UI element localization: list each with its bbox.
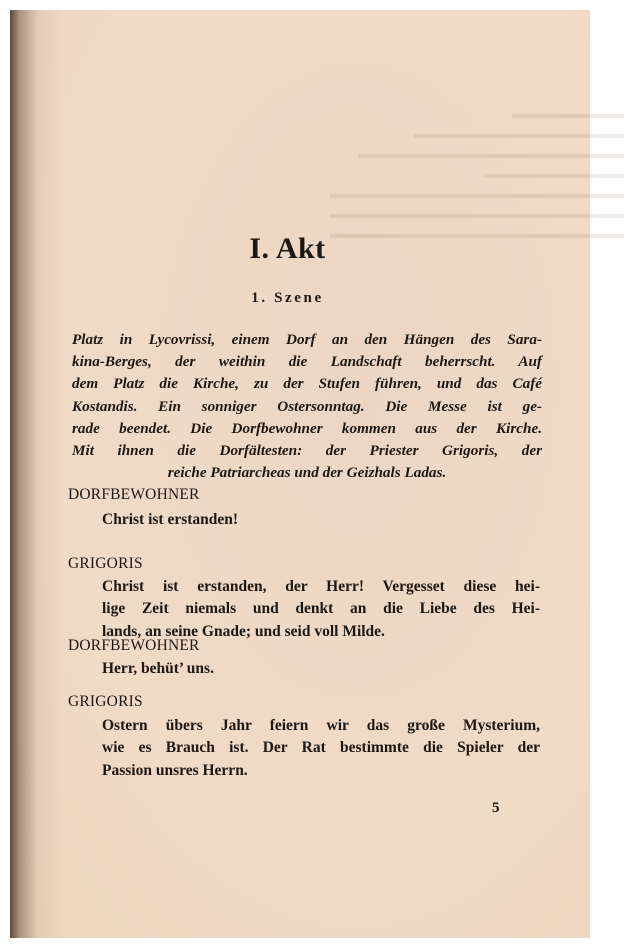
stage-direction-line: rade beendet. Die Dorfbewohner kommen aus der Kirche. <box>72 419 542 437</box>
page-number: 5 <box>492 800 500 816</box>
book-page <box>10 10 624 938</box>
stage-direction-line: Platz in Lycovrissi, einem Dorf an den Hängen des Sara- <box>72 331 542 348</box>
stage-direction-line: Kostandis. Ein sonniger Ostersonntag. Die Messe ist ge- <box>72 397 542 415</box>
speech-line: wie es Brauch ist. Der Rat bestimmte die Spieler der <box>102 739 540 757</box>
scene-title: 1. Szene <box>251 290 324 306</box>
stage-direction-line: dem Platz die Kirche, zu der Stufen führen, und das Café <box>72 375 542 393</box>
speaker-name: DORFBEWOHNER <box>68 486 200 503</box>
speech-text <box>102 715 540 782</box>
speech-text <box>102 509 540 531</box>
stage-direction-line: reiche Patriarcheas und der Geizhals Ladas. <box>167 464 447 482</box>
speech-text <box>102 658 540 680</box>
stage-direction-line: Mit ihnen die Dorfältesten: der Priester Grigoris, der <box>72 442 542 460</box>
stage-direction <box>72 329 542 484</box>
show-through-texture: ▬▬▬▬▬▬▬▬ ▬▬▬▬▬▬▬▬▬▬▬▬▬▬▬ ▬▬▬▬▬▬▬▬▬▬▬▬▬▬▬▬▬▬▬ ▬▬▬▬▬▬▬▬▬▬ ▬▬▬▬▬▬▬▬▬▬▬▬▬▬▬▬▬▬▬▬▬ ▬▬▬▬▬▬▬▬▬▬▬▬▬▬▬▬▬▬▬▬▬ ▬▬▬▬▬▬▬▬▬▬▬▬▬▬▬▬▬▬▬▬▬ <box>330 107 624 242</box>
speaker-name: DORFBEWOHNER <box>68 637 200 654</box>
act-title: I. Akt <box>249 232 326 265</box>
speech-line: Herr, behüt’ uns. <box>102 660 214 677</box>
speech-line: Passion unsres Herrn. <box>102 761 248 779</box>
stage-direction-line: kina-Berges, der weithin die Landschaft beherrscht. Auf <box>72 353 542 371</box>
speech-line: Ostern übers Jahr feiern wir das große Mysterium, <box>102 717 540 734</box>
speech-line: lands, an seine Gnade; und seid voll Milde. <box>102 622 385 640</box>
speaker-name: GRIGORIS <box>68 555 143 572</box>
speech-line: Christ ist erstanden! <box>102 511 239 528</box>
speaker-name: GRIGORIS <box>68 693 143 710</box>
speech-text <box>102 576 540 643</box>
speech-line: lige Zeit niemals und denkt an die Liebe des Hei- <box>102 600 540 618</box>
speech-line: Christ ist erstanden, der Herr! Vergesset diese hei- <box>102 578 540 595</box>
